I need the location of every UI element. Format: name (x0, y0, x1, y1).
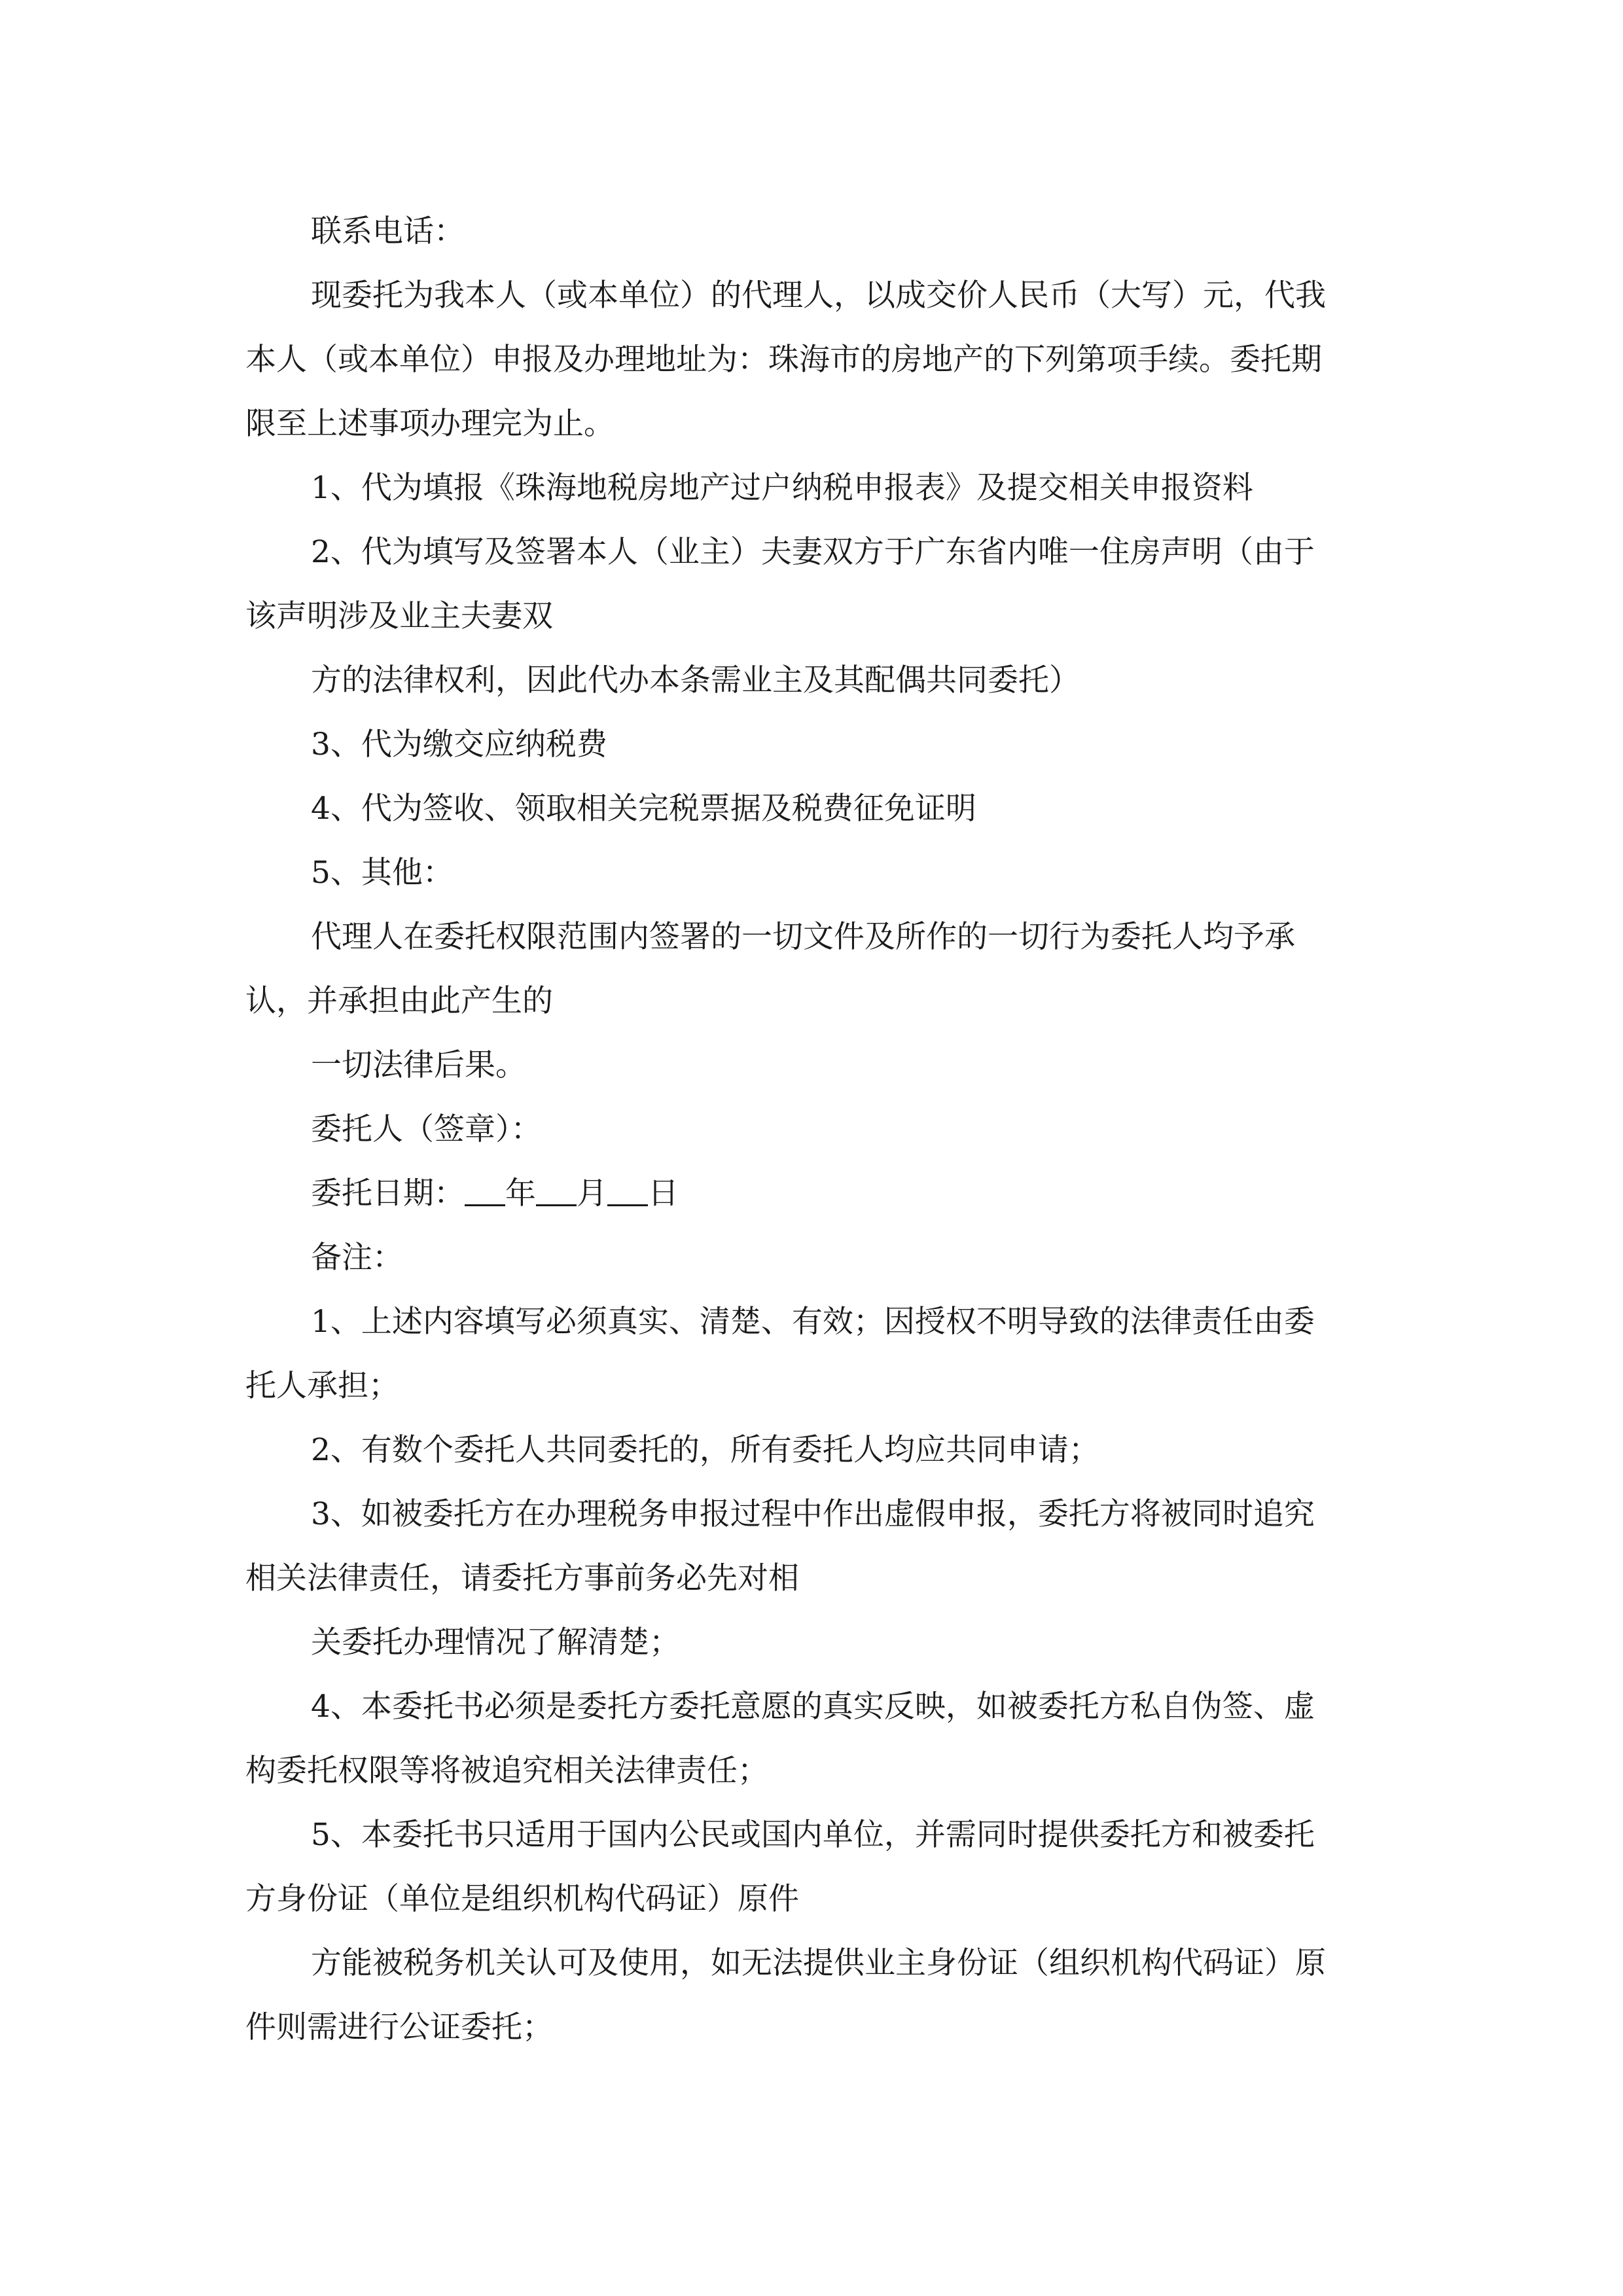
note-item: 2、有数个委托人共同委托的，所有委托人均应共同申请； (311, 1432, 1099, 1468)
paragraph-line: 本人（或本单位）申报及办理地址为：珠海市的房地产的下列第项手续。委托期 (245, 342, 1322, 378)
paragraph-line: 现委托为我本人（或本单位）的代理人，以成交价人民币（大写）元，代我 (311, 278, 1326, 314)
list-item: 2、代为填写及签署本人（业主）夫妻双方于广东省内唯一住房声明（由于 (311, 534, 1315, 570)
list-item: 3、代为缴交应纳税费 (311, 726, 607, 762)
note-item: 构委托权限等将被追究相关法律责任； (245, 1753, 768, 1789)
note-item: 件则需进行公证委托； (245, 2009, 553, 2045)
date-label: 委托日期： (311, 1175, 465, 1211)
paragraph-line: 方的法律权利，因此代办本条需业主及其配偶共同委托） (311, 662, 1080, 698)
year-label: 年 (505, 1175, 536, 1211)
document-body (245, 200, 1381, 2060)
list-item: 5、其他： (311, 855, 454, 891)
notes-heading: 备注： (311, 1240, 403, 1276)
note-item: 相关法律责任，请委托方事前务必先对相 (245, 1560, 799, 1596)
paragraph-line: 该声明涉及业主夫妻双 (245, 598, 553, 634)
note-item: 方能被税务机关认可及使用，如无法提供业主身份证（组织机构代码证）原 (311, 1945, 1326, 1981)
note-item: 托人承担； (245, 1368, 399, 1404)
day-blank (607, 1178, 648, 1206)
list-item: 4、代为签收、领取相关完税票据及税费征免证明 (311, 791, 976, 827)
note-item: 关委托办理情况了解清楚； (311, 1624, 680, 1660)
note-item: 5、本委托书只适用于国内公民或国内单位，并需同时提供委托方和被委托 (311, 1817, 1315, 1853)
paragraph-line: 一切法律后果。 (311, 1047, 526, 1083)
month-blank (536, 1178, 577, 1206)
month-label: 月 (577, 1175, 607, 1211)
paragraph-line: 认，并承担由此产生的 (245, 983, 553, 1019)
paragraph-line: 代理人在委托权限范围内签署的一切文件及所作的一切行为委托人均予承 (311, 919, 1295, 955)
paragraph-line: 限至上述事项办理完为止。 (245, 406, 615, 442)
day-label: 日 (648, 1175, 679, 1211)
date-line (245, 1162, 1381, 1226)
year-blank (465, 1178, 505, 1206)
signature-line: 委托人（签章）： (311, 1111, 542, 1147)
list-item: 1、代为填报《珠海地税房地产过户纳税申报表》及提交相关申报资料 (311, 470, 1253, 506)
note-item: 方身份证（单位是组织机构代码证）原件 (245, 1881, 799, 1917)
note-item: 3、如被委托方在办理税务申报过程中作出虚假申报，委托方将被同时追究 (311, 1496, 1315, 1532)
note-item: 1、上述内容填写必须真实、清楚、有效；因授权不明导致的法律责任由委 (311, 1304, 1315, 1340)
contact-phone-line: 联系电话： (311, 213, 465, 249)
note-item: 4、本委托书必须是委托方委托意愿的真实反映，如被委托方私自伪签、虚 (311, 1689, 1315, 1725)
